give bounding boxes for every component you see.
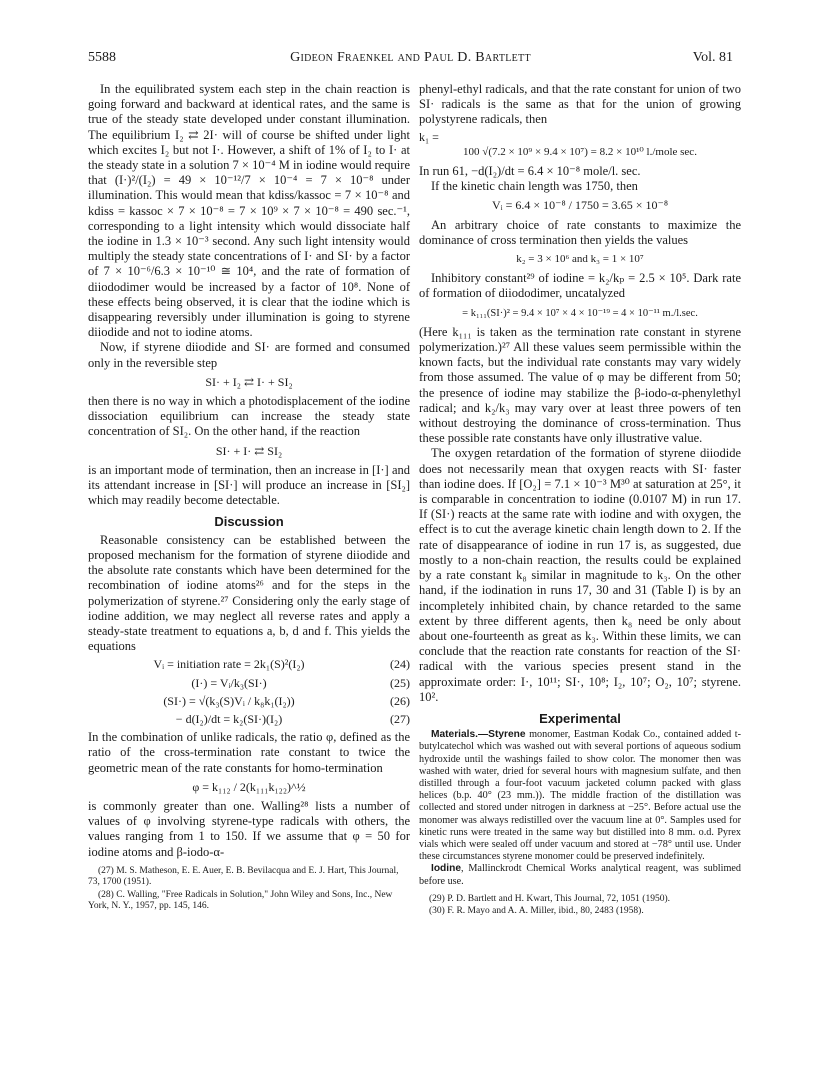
paragraph: In run 61, −d(I₂)/dt = 6.4 × 10⁻⁸ mole/l. sec. [419, 164, 641, 179]
paragraph: is commonly greater than one. Walling²⁸ lists a number of values of φ involving styrene-type radicals with others, the values ranging from 1 to 150. If we assume that φ = 50 for iodine atoms and β-iodo-α- [88, 798, 410, 859]
paragraph-text: monomer, Eastman Kodak Co., contained added t-butylcatechol which was washed out with several portions of aqueous sodium hydroxide until the washings failed to show color. The monomer then was washed with water, dried for several hours with magnesium sulfate, and then distilled through a four-foot vacuum jacketed column packed with glass helices (b.p. 40° (23 mm.)). The middle fraction of the distillation was collected and stored under nitrogen in darkness at −25°. Before actual use the monomer was always redistilled over the vacuum line at 0°. Samples used for kinetic runs were treated in the same way but distilled into 8 mm. o.d. Pyrex vials which were sealed off under vacuum and stored at −78° until use. Under these circumstances styrene monomer could be preserved indefinitely. [419, 729, 741, 863]
equation-number: (25) [390, 675, 410, 690]
paragraph: Now, if styrene diiodide and SI· are formed and consumed only in the reversible step [88, 340, 410, 370]
paragraph: In the combination of unlike radicals, the ratio φ, defined as the ratio of the cross-termination rate constant to twice the geometric mean of the rate constants for homo-termination [88, 730, 410, 775]
page-number: 5588 [88, 50, 116, 65]
run-in-heading: Materials.—Styrene [431, 729, 526, 741]
equation-number: (27) [390, 711, 410, 726]
paragraph: is an important mode of termination, then an increase in [I·] and its attendant increase in [SI·] will produce an increase in [SI₂] which may readily become detectable. [88, 462, 410, 508]
section-heading-experimental: Experimental [539, 710, 621, 726]
paragraph: (Here k₁₁₁ is taken as the termination rate constant in styrene polymerization.)²⁷ All these values seem permissible within the known facts, but the individual rate constants may vary widely from those assumed. The value of φ may be different from 50; the presence of iodine may stabilize the β-iodo-α-phenylethyl radical; and k₂/k₃ may vary over at least three powers of ten without destroying the dominance of cross-termination. Thus these possible rate constants have only illustrative value. [419, 324, 741, 446]
equation-row [88, 657, 410, 672]
footnotes [419, 894, 741, 918]
equation: Vᵢ = initiation rate = 2k₁(S)²(I₂) [153, 657, 305, 672]
paragraph: The oxygen retardation of the formation of styrene diiodide does not necessarily mean that oxygen reacts with SI· faster than iodine does. If [O₂] = 7.1 × 10⁻³ M³⁰ at saturation at 25°, it is comparable in concentration to iodine (0.0107 M) in run 17. If (SI·) reacts at the same rate with iodine and with oxygen, the effect is to cut the average kinetic chain length down to 2. If the rate of disappearance of iodine in run 17 is, as suggested, due mostly to a non-chain reaction, the results could be explained by a rate constant k₈ similar in magnitude to k₃. On the other hand, if the iodination in runs 17, 30 and 31 (Table I) is by an incompletely inhibited chain, by chance retarded to the same extent by three different agents, then k₈ need be only about about one-fourteenth as great as k₃. Within these limits, we can conclude that the reaction rate constants for reaction of the SI· radical with the various species present stand in the approximate order: I·, 10¹¹; SI·, 10⁸; I₂, 10⁷; O₂, 10⁷; styrene. 10². [419, 446, 741, 704]
paragraph: In the equilibrated system each step in the chain reaction is going forward and backward at identical rates, and the same is true of the steady state developed under constant illumination. The equilibrium I₂ ⇄ 2I· will of course be shifted under light which excites I₂ but not I·. However, a shift of 1% of I₂ to I· at the steady state in a solution 7 × 10⁻⁴ M in iodine would require that (I·)²/(I₂) = 49 × 10⁻¹²/7 × 10⁻⁴ = 7 × 10⁻⁸ under illumination. This would mean that kdiss/kassoc = 7 × 10⁻⁸ and kdiss = kassoc × 7 × 10⁻⁸ = 7 × 10⁹ × 7 × 10⁻⁸ = 490 sec.⁻¹, corresponding to a light intensity which would dissociate half the iodine in 1.3 × 10⁻³ second. Any such light intensity would multiply the steady state concentrations of I· and SI· by a factor of 7 × 10⁻⁶/6.3 × 10⁻¹⁰ ≅ 10⁴, and the rate of formation of diiododimer would be increased by a factor of 10⁸. None of these effects being observed, it is clear that the iodine which is disappearing reversibly under illumination is going to styrene diiodide and not to iodine atoms. [88, 82, 410, 340]
right-column [419, 82, 741, 919]
paragraph: Reasonable consistency can be established between the proposed mechanism for the formation of styrene diiodide and the absolute rate constants which have been determined for the recombination of iodine atoms²⁶ and for the steps in the polymerization of styrene.²⁷ Considering only the early stage of iodine addition, we may neglect all reverse rates and apply a steady-state treatment to equations a, b, d and f. This yields the equations [88, 532, 410, 654]
paragraph: then there is no way in which a photodisplacement of the iodine dissociation equilibrium can increase the steady state concentration of SI₂. On the other hand, if the reaction [88, 394, 410, 439]
paragraph-materials [419, 729, 741, 863]
equation: SI· + I· ⇄ SI₂ [215, 443, 283, 458]
equation: SI· + I₂ ⇄ I· + SI₂ [205, 374, 293, 389]
equation-k1: 100 √(7.2 × 10⁹ × 9.4 × 10⁷) = 8.2 × 10¹⁰ l./mole sec. [463, 145, 697, 158]
run-in-heading: Iodine [431, 863, 461, 875]
equation-vi: Vᵢ = 6.4 × 10⁻⁸ / 1750 = 3.65 × 10⁻⁸ [491, 198, 669, 213]
left-column [88, 82, 410, 914]
footnote: (28) C. Walling, "Free Radicals in Solution," John Wiley and Sons, Inc., New York, N. Y., 1957, pp. 145, 146. [88, 889, 393, 912]
equation: (SI·) = √(k₃(S)Vᵢ / k₈k₁(I₂)) [163, 693, 295, 708]
equation: − d(I₂)/dt = k₂(SI·)(I₂) [175, 711, 283, 726]
page-header [88, 50, 733, 70]
equation-row [88, 712, 410, 727]
equation-number: (26) [390, 693, 410, 708]
equation-row [88, 676, 410, 691]
footnote: (27) M. S. Matheson, E. E. Auer, E. B. Bevilacqua and E. J. Hart, This Journal, 73, 1700 (1951). [88, 865, 399, 888]
equation-row [88, 694, 410, 709]
footnote: (30) F. R. Mayo and A. A. Miller, ibid., 80, 2483 (1958). [429, 906, 644, 917]
paragraph: An arbitrary choice of rate constants to maximize the dominance of cross termination then yields the values [419, 217, 741, 247]
paragraph: If the kinetic chain length was 1750, then [431, 179, 638, 194]
volume-label: Vol. 81 [692, 50, 733, 65]
equation-k1-label: k₁ = [419, 129, 439, 144]
footnote: (29) P. D. Bartlett and H. Kwart, This Journal, 72, 1051 (1950). [429, 893, 670, 904]
paragraph-text: , Mallinckrodt Chemical Works analytical reagent, was sublimed before use. [419, 863, 741, 887]
paragraph-iodine [419, 863, 741, 887]
equation-phi: φ = k₁₁₂ / 2(k₁₁₁k₁₂₂)^½ [192, 779, 306, 794]
equation-dark-rate: = k₁₁₁(SI·)² = 9.4 × 10⁷ × 4 × 10⁻¹⁹ = 4 × 10⁻¹¹ m./l.sec. [462, 307, 698, 319]
footnotes [88, 866, 410, 913]
section-heading-discussion: Discussion [214, 514, 284, 530]
equation: (I·) = Vᵢ/k₃(SI·) [191, 675, 267, 690]
running-authors: Gideon Fraenkel and Paul D. Bartlett [290, 50, 531, 65]
paragraph: phenyl-ethyl radicals, and that the rate constant for union of two SI· radicals is the same as that for the union of growing polystyrene radicals, then [419, 82, 741, 127]
paragraph: Inhibitory constant²⁹ of iodine = k₂/kₚ = 2.5 × 10⁵. Dark rate of formation of diiododimer, uncatalyzed [419, 271, 741, 301]
equation-number: (24) [390, 657, 410, 672]
equation-k2-k3: k₂ = 3 × 10⁶ and k₃ = 1 × 10⁷ [516, 253, 644, 266]
equation-block [88, 657, 410, 727]
experimental-text [419, 729, 741, 888]
